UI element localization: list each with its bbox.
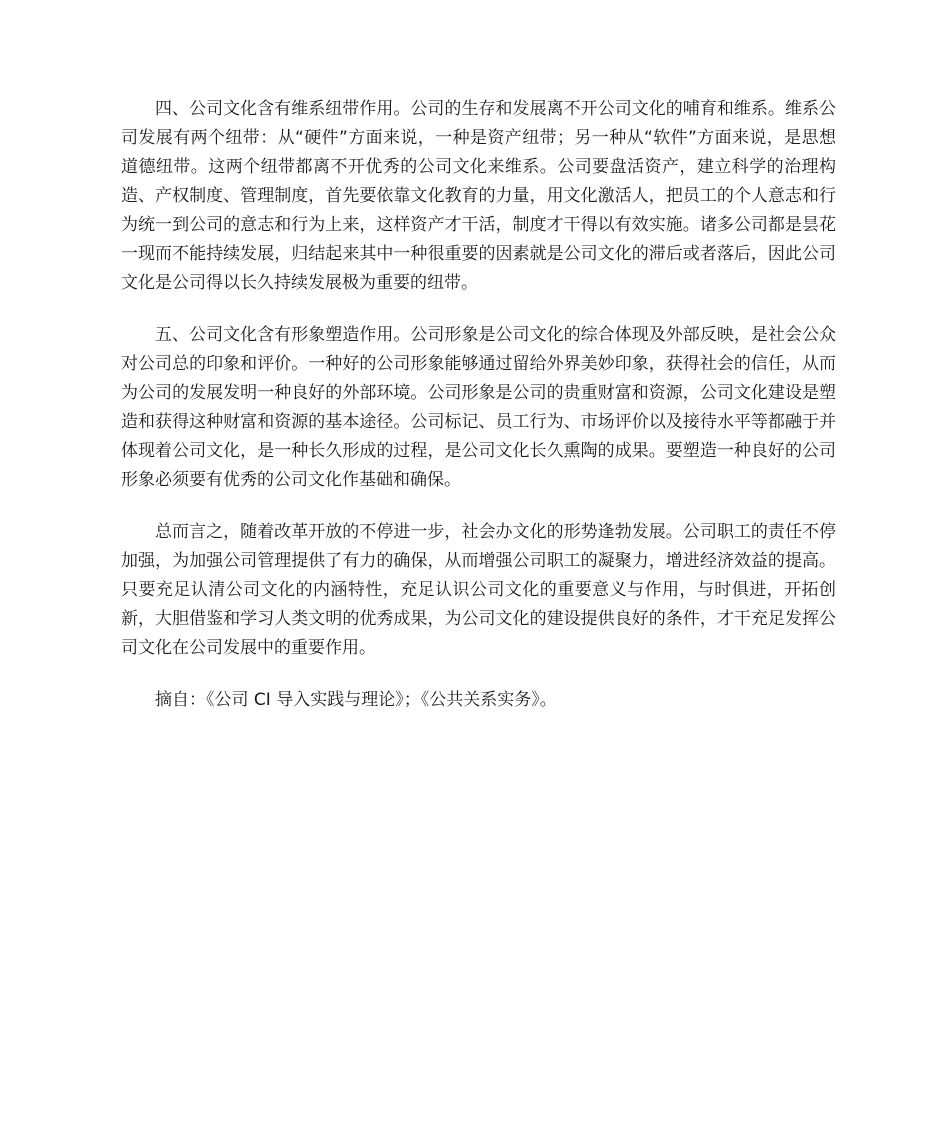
paragraph-image-shaping-role: 五、公司文化含有形象塑造作用。公司形象是公司文化的综合体现及外部反映，是社会公众对公司总的印象和评价。一种好的公司形象能够通过留给外界美妙印象，获得社会的信任，从而为公司的发展发明一种良好的外部环境。公司形象是公司的贵重财富和资源，公司文化建设是塑造和获得这种财富和资源的基本途径。公司标记、员工行为、市场评价以及接待水平等都融于并体现着公司文化，是一种长久形成的过程，是公司文化长久熏陶的成果。要塑造一种良好的公司形象必须要有优秀的公司文化作基础和确保。 — [121, 325, 836, 490]
document-page — [121, 95, 836, 715]
paragraph-conclusion: 总而言之，随着改革开放的不停进一步，社会办文化的形势逢勃发展。公司职工的责任不停加强，为加强公司管理提供了有力的确保，从而增强公司职工的凝聚力，增进经济效益的提高。只要充足认清公司文化的内涵特性，充足认识公司文化的重要意义与作用，与时俱进，开拓创新，大胆借鉴和学习人类文明的优秀成果，为公司文化的建设提供良好的条件，才干充足发挥公司文化在公司发展中的重要作用。 — [121, 522, 836, 658]
paragraph-source-citation: 摘自：《公司 CI 导入实践与理论》；《公共关系实务》。 — [155, 690, 557, 710]
paragraph-bonding-role: 四、公司文化含有维系纽带作用。公司的生存和发展离不开公司文化的哺育和维系。维系公司发展有两个纽带：从“硬件”方面来说，一种是资产纽带；另一种从“软件”方面来说，是思想道德纽带。这两个纽带都离不开优秀的公司文化来维系。公司要盘活资产，建立科学的治理构造、产权制度、管理制度，首先要依靠文化教育的力量，用文化激活人，把员工的个人意志和行为统一到公司的意志和行为上来，这样资产才干活，制度才干得以有效实施。诸多公司都是昙花一现而不能持续发展，归结起来其中一种很重要的因素就是公司文化的滞后或者落后，因此公司文化是公司得以长久持续发展极为重要的纽带。 — [121, 99, 836, 293]
